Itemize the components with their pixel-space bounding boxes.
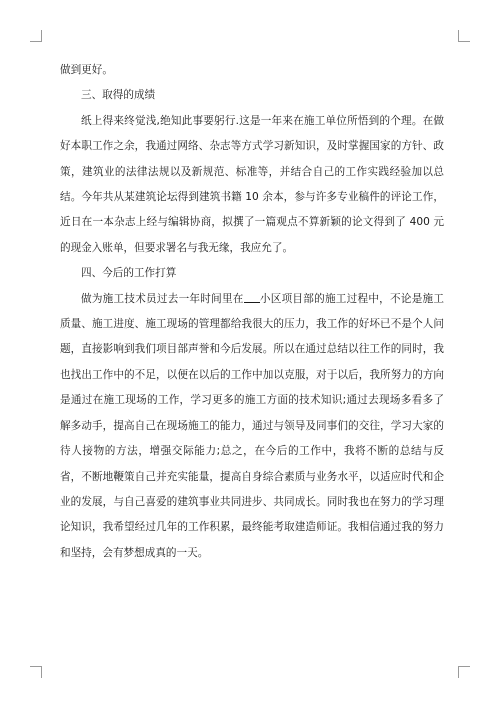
section-heading-achievements: 三、取得的成绩 <box>81 89 156 102</box>
section-heading-future-plans: 四、今后的工作打算 <box>81 267 177 280</box>
paragraph-future-plans-part1: 做为施工技术员过去一年时间里在 <box>81 292 244 305</box>
paragraph-intro-end: 做到更好。 <box>60 64 113 76</box>
fill-in-blank <box>244 292 260 303</box>
paragraph-achievements: 纸上得来终觉浅,绝知此事要躬行.这是一年来在施工单位所悟到的个理。在做好本职工作之余，我通过网络、杂志等方式学习新知识，及时掌握国家的方针、政策，建筑业的法律法规以及新规范、标准等，并结合自己的工作实践经验加以总结。今年共从某建筑论坛得到建筑书籍 10 余本，参与许多专业稿件的评论工作，近日在一本杂志上经与编辑协商，拟撰了一篇观点不算新颖的论文得到了 400 元的现金入账单，但要求署名与我无缘，我应允了。 <box>60 114 444 254</box>
paragraph-future-plans <box>60 287 444 566</box>
paragraph-future-plans-part2: 小区项目部的施工过程中，不论是施工质量、施工进度、施工现场的管理都给我很大的压力，我工作的好坏已不是个人问题，直接影响到我们项目部声誉和今后发展。所以在通过总结以往工作的同时，我也找出工作中的不足，以便在以后的工作中加以克服，对于以后，我所努力的方向是通过在施工现场的工作，学习更多的施工方面的技术知识;通过去现场多看多了解多动手，提高自己在现场施工的能力，通过与领导及同事们的交往，学习大家的待人接物的方法，增强交际能力;总之，在今后的工作中，我将不断的总结与反省，不断地鞭策自己并充实能量，提高自身综合素质与业务水平，以适应时代和企业的发展，与自己喜爱的建筑事业共同进步、共同成长。同时我也在努力的学习理论知识，我希望经过几年的工作积累，最终能考取建造师证。我相信通过我的努力和坚持，会有梦想成真的一天。 <box>60 292 444 559</box>
document-page <box>60 58 444 566</box>
